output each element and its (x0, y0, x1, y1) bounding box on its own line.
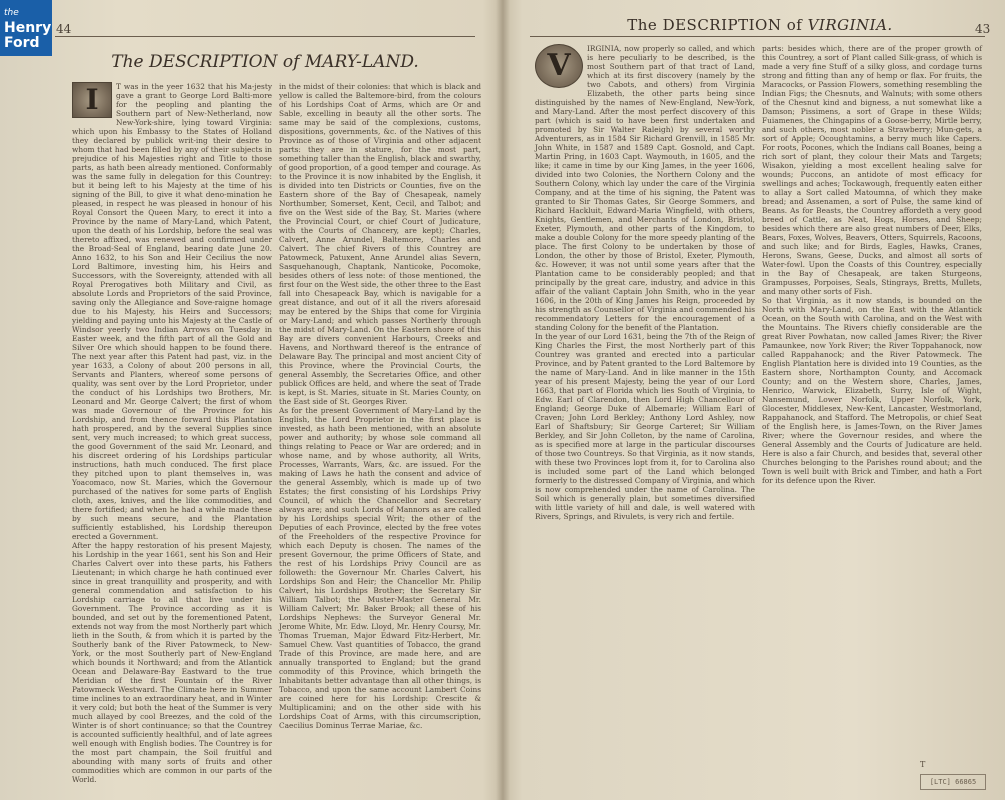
logo-line-2: Henry (4, 19, 52, 36)
right-page-number: 43 (975, 22, 991, 36)
drop-cap-i: I (72, 82, 112, 118)
henry-ford-logo (0, 0, 52, 56)
left-col2-text-b: As for the present Government of Mary-Land by the English, the Lord Proprietor in the first place is invested, as hath been mentioned, with an absolute power and authority; by whose sole command all things relating to Peace or War are ordered; and in whose name, and by whose authority, all Writs, Processes, Warrants, Wars, &c. are issued. For the making of Laws he hath the consent and advice of the general Assembly, which is made up of two Estates; the first consisting of his Lordships Privy Council, of which the Chancellor and Secretary always are; and such Lords of Mannors as are called by his Lordships special Writ; the other of the Deputies of each Province, elected by the free votes of the Freeholders of the respective Province for which each Deputy is chosen. The names of the present Governour, the prime Officers of State, and the rest of his Lordships Privy Council are as followeth: the Governour Mr. Charles Calvert, his Lordships Son and Heir; the Chancellor Mr. Philip Calvert, his Lordships Brother; the Secretary Sir William Talbot; the Muster-Master General Mr. William Calvert; Mr. Baker Brook; all these of his Lordships Nephews: the Surveyor General Mr. Jerome White, Mr. Edw. Lloyd, Mr. Henry Coursy, Mr. Thomas Trueman, Major Edward Fitz-Herbert, Mr. Samuel Chew. Vast quantities of Tobacco, the grand Trade of this Province, are made here, and are annually transported to England; but the grand commodity of this Province, which bringeth the Inhabitants better advantage than all other things, is Tobacco, and upon the same account Lambert Coins are coined here for his Lordship: Crescite & Multiplicamini; and on the other side with his Lordships Coat of Arms, with this circumscription, Caecilius Dominus Terrae Mariae, &c. (279, 406, 481, 730)
logo-line-1: the (4, 7, 19, 18)
left-col2-text: in the midst of their colonies: that which is black and yellow is called the Baltemore-bird, from the colours of his Lordships Coat of Arms, which are Or and Sable, excelling in beauty all the other sorts. The same may be said of the complexions, customs, dispositions, governments, &c. of the Natives of this Province as of those of Virginia and other adjacent parts: they are in stature, for the most part, something taller than the English, black and swarthy, of good proportion, of a good temper and courage. As to the Province it is now inhabited by the English, it is divided into ten Districts or Counties, five on the Eastern shore of the Bay of Chesapeak, namely Northumber, Somerset, Kent, Cecil, and Talbot; and five on the West side of the Bay, St. Maries (where the Provincial Court, or chief Court of Judicature, with the Courts of Chancery, are kept); Charles, Calvert, Anne Arundel, Baltemore, Charles and Calvert. The chief Rivers of this Countrey are Patowmeck, Patuxent, Anne Arundel alias Severn, Sasquehanough, Chaptank, Nanticoke, Pocomoke, besides others of less note: of those mentioned, the first four on the West side, the other three to the East fall into Chesapeack Bay, which is navigable for a great distance, and out of it all the rivers aforesaid may be entered by the Ships that come for Virginia or Mary-Land; and which passes Northerly through the midst of Mary-Land. On the Eastern shore of this Bay are divers convenient Harbours, Creeks and Havens, and Northward thereof is the entrance of Delaware Bay. The principal and most ancient City of this Province, where the Provincial Courts, the general Assembly, the Secretaries Office, and other publick Offices are held, and where the seat of Trade is kept, is St. Maries, situate in St. Maries County, on the East side of St. Georges River. (279, 82, 481, 406)
logo-line-3: Ford (4, 34, 40, 51)
archive-stamp: [LTC] 66865 (920, 774, 986, 790)
left-col1-text-b: After the happy restoration of his present Majesty, his Lordship in the year 1661, sent his Son and Heir Charles Calvert over into these parts, his Fathers Lieutenant; in which charge he hath continued ever since in great tranquillity and prosperity, and with general commendation and satisfaction to his Lordship carriage to all that live under his Government. The Province according as it is bounded, and set out by the forementioned Patent, extends not way from the most Northerly part which lieth in the South, & from which it is parted by the Southerly bank of the River Patowmeck, to New-York, or the most Southerly part of New-England which bounds it Northward; and from the Atlantick Ocean and Delaware-Bay Eastward to the true Meridian of the first Fountain of the River Patowmeck Westward. The Climate here in Summer time inclines to an extraordinary heat, and in Winter it very cold; but both the heat of the Summer is very much allayed by cool Breezes, and the cold of the Winter is of short continuance; so that the Countrey is accounted sufficiently healthful, and of late agrees well enough with English bodies. The Countrey is for the most part champain, the Soil fruitful and abounding with many sorts of fruits and other commodities which are common in our parts of the World. (72, 541, 272, 784)
drop-cap-v: V (535, 44, 583, 88)
left-col1-text: T was in the yeer 1632 that his Ma-jesty gave a grant to George Lord Balti-more for the peopling and planting the Southern part of New-Netherland, now New-York-shire, lying toward Virginia: which upon his Embassy to the States of Holland they declared by publick writ-ing their desire to whom that had been filled by any of their subjects in prejudice of his Majesties right and Title to those parts, as hath been already mentioned. Conformably was the same fully in delegation for this Countrey: but it being left to his Majesty at the time of his signing of the Bill, to give it what deno-mination he pleased, in respect he was pleased in honour of his Royal Consort the Queen Mary, to erect it into a Province by the name of Mary-Land, which Patent, upon the death of his Lordship, before the seal was thereto affixed, was renewed and confirmed under the Broad-Seal of England, bearing date June 20. Anno 1632, to his Son and Heir Cecilius the now Lord Baltimore, investing him, his Heirs and Successors, with the Sovereignty, attended with all Royal Prerogatives both Military and Civil, as absolute Lords and Proprietors of the said Province, saving only the Allegiance and Sove-raigne homage due to his Majesty, his Heirs and Successors; yielding and paying unto his Majesty at the Castle of Windsor yeerly two Indian Arrows on Tuesday in Easter week, and the fifth part of all the Gold and Silver Ore which should happen to be found there. The next year after this Patent had past, viz. in the year 1633, a Colony of about 200 persons in all, Servants and Planters, whereof some persons of quality, was sent over by the Lord Proprietor, under the conduct of his Lordships two Brothers, Mr. Leonard and Mr. George Calvert; the first of whom was made Governour of the Province for his Lordship, and from thence forward this Plantation hath prospered, and by the several Supplies since sent, very much increased; to which great success, the good Government of the said Mr. Leonard, and his discreet ordering of his Lordships particular instructions, hath much conduced. The first place they pitched upon to plant themselves in, was Yoacomaco, now St. Maries, which the Governour purchased of the natives for some parts of English cloth, axes, knives, and the like commodities, and there fortified; and when he had a while made these by such means secure, and the Plantation sufficiently established, his Lordship thereupon erected a Government. (72, 82, 272, 541)
right-col2-text-b: So that Virginia, as it now stands, is bounded on the North with Mary-Land, on the East with the Atlantick Ocean, on the South with Carolina, and on the West with the Mountains. The Rivers chiefly considerable are the great River Powhatan, now called James River; the River Pamaunkee, now York River; the River Toppahanock, now called Rappahanock; and the River Patowmeck. The English Plantation here is divided into 19 Counties, as the Eastern shore, Northampton County, and Accomack County; and on the Western shore, Charles, James, Henrico, Warwick, Elizabeth, Surry, Isle of Wight, Nansemund, Lower Norfolk, Upper Norfolk, York, Glocester, Middlesex, New-Kent, Lancaster, Westmorland, Rappahanock, and Stafford. The Metropolis, or chief Seat of the English here, is James-Town, on the River James River; where the Governour resides, and where the General Assembly and the Courts of Judicature are held. Here is also a fair Church, and besides that, several other Churches belonging to the Parishes round about; and the Town is well built with Brick and Timber, and hath a Fort for its defence upon the River. (762, 296, 982, 485)
left-page-number: 44 (56, 22, 72, 36)
right-col1-text-b: In the year of our Lord 1631, being the 7th of the Reign of King Charles the First, the most Northerly part of this Countrey was granted and erected into a particular Province, and by Patent granted to the Lord Baltemore by the name of Mary-Land. And in like manner in the 15th year of his present Majesty, being the year of our Lord 1663, that part of Florida which lies South of Virginia, to Edw. Earl of Clarendon, then Lord High Chancellour of England; George Duke of Albemarle; William Earl of Craven; John Lord Berkley; Anthony Lord Ashley, now Earl of Shaftsbury; Sir George Carteret; Sir William Berkley, and Sir John Colleton, by the name of Carolina, as is specified more at large in the particular discourses of those two Countreys. So that Virginia, as it now stands, with these two Provinces lopt from it, for to Carolina also is included some part of the Land which belonged formerly to the distressed Company of Virginia, and which is now comprehended under the name of Carolina. The Soil which is generally plain, but sometimes diversified with little variety of hill and dale, is well watered with Rivers, Springs, and Rivulets, is very rich and fertile. (535, 332, 755, 521)
right-page-title (560, 16, 960, 34)
left-page-column-1 (72, 82, 272, 784)
right-col2-text: parts: besides which, there are of the proper growth of this Countrey, a sort of Plant called Silk-grass, of which is made a very fine Stuff of a silky gloss, and cordage turns strong and fitting than any of hemp or flax. For fruits, the Maracocks, or Passion Flowers, something resembling the Indian Figs; the Chesnuts, and Walnuts; with some others of the Chesnut kind and bigness, a nut somewhat like a Damson; Pissimens, a sort of Grape in these Wilds; Fuiamenes, the Chingapins of a Goose-berry, Mirtle berry, and such others, most nobler a Strawberry; Mun-gets, a sort of Apple; Ocoughtamins, a berry much like Capers. For roots, Pocones, which the Indians call Boanes, being a rich sort of plant, they colour their Mats and Targets; Wisakon, yielding a most excellent healing salve for wounds; Puccons, an antidote of most efficacy for swellings and aches; Tockawough, frequently eaten either to allay a Sort called Matoumna, of which they make bread; and Assenamen, a sort of Pulse, the same kind of Beans. As for Beasts, the Countrey affordeth a very good breed of Cattle, as Neat, Hogs, Horses, and Sheep; besides which there are also great numbers of Deer, Elks, Bears, Foxes, Wolves, Beavers, Otters, Squirrels, Racoons, and such like; and for Birds, Eagles, Hawks, Cranes, Herons, Swans, Geese, Ducks, and almost all sorts of Water-fowl. Upon the Coasts of this Countrey, especially in the Bay of Chesapeak, are taken Sturgeons, Grampusses, Porpoises, Seals, Stingrays, Bretts, Mullets, and many other sorts of Fish. (762, 44, 982, 296)
left-page-column-2 (279, 82, 481, 772)
book-gutter (496, 0, 510, 800)
right-page-column-1 (535, 44, 755, 759)
right-title-italic: VIRGINIA. (807, 16, 893, 34)
right-col1-text: IRGINIA, now properly so called, and which is here peculiarly to be described, is the most Southern part of that tract of Land, which at its first discovery (namely by the two Cabots, and others) from Virginia Elizabeth, the other parts being since distinguished by the names of New-England, New-York, and Mary-Land. After the most perfect discovery of this part (which is said to have been first undertaken and promoted by Sir Walter Raleigh) by several worthy Adventurers, as in 1584 Sir Richard Grenvill, in 1585 Mr. John White, in 1587 and 1589 Capt. Gosnold, and Capt. Martin Pring, in 1603 Capt. Waymouth, in 1605, and the like; it came in time by our King James, in the yeer 1606, divided into two Colonies, the Northern Colony and the Southern Colony, which lay under the care of the Virginia Company, and at the time of his signing, the Patent was granted to Sir Thomas Gates, Sir George Sommers, and Richard Hackluit, Edward-Maria Wingfield, with others, Knights, Gentlemen, and Merchants of London, Bristol, Exeter, Plymouth, and other parts of the Kingdom, to make a double Colony for the more speedy planting of the place. The first Colony to be undertaken by those of London, the other by those of Bristol, Exeter, Plymouth, &c. However, it was not until some years after that the Plantation came to be considerably peopled; and that principally by the great care, industry, and advice in this affair of the valiant Captain John Smith, who in the year 1606, in the 20th of King James his Reign, proceeded by his strength as Counsellor of Virginia and commended his recommendatory Letters for the encouragement of a standing Colony for the benefit of the Plantation. (535, 44, 755, 332)
left-page-title: The DESCRIPTION of MARY-LAND. (111, 52, 419, 72)
signature-mark: T (920, 760, 926, 769)
right-top-rule (530, 36, 985, 37)
left-top-rule (55, 36, 475, 37)
right-title-prefix: The DESCRIPTION of (627, 16, 808, 34)
right-page-column-2 (762, 44, 982, 759)
